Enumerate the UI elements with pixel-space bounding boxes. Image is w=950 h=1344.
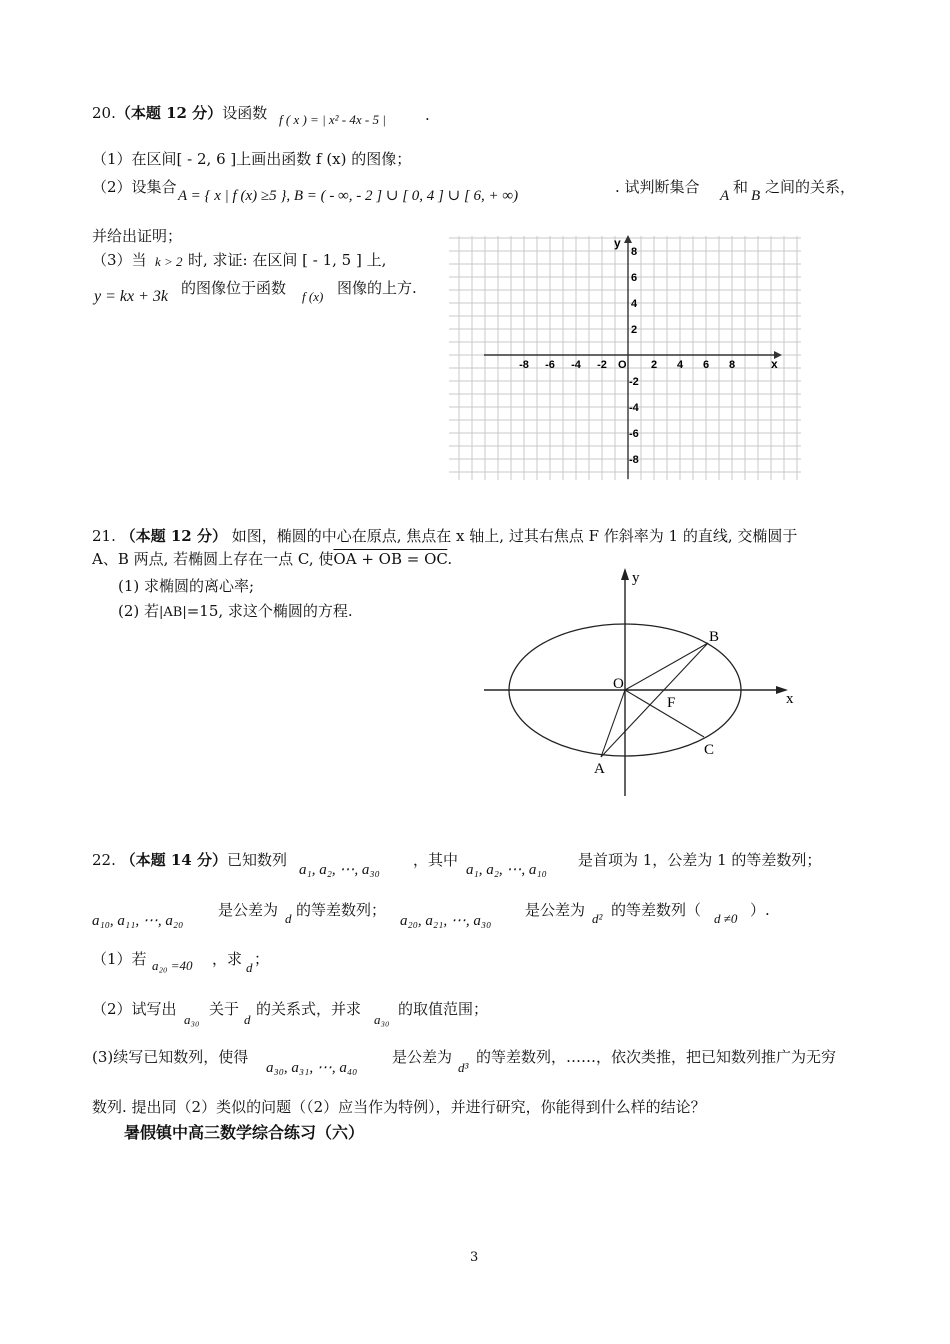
q22-part1b: ，求 (212, 950, 243, 968)
q21-text2b: . (447, 550, 453, 568)
q20-end-dot: . (425, 106, 430, 124)
q22-desc2a: 是公差为 (218, 901, 279, 919)
q20-set-B: B (751, 188, 761, 204)
x-tick-label: -2 (597, 359, 607, 371)
q20-number: 20. (92, 104, 116, 122)
q22-part1c: ； (254, 950, 270, 968)
q22-a20-eq: a₂₀ =40 (152, 958, 193, 973)
q20-part2-c: 之间的关系， (765, 178, 856, 196)
q22-line1a (92, 849, 287, 870)
y-tick-label: 2 (631, 324, 638, 336)
q22-part1a: （1）若 (92, 950, 147, 968)
q20-line-eq: y = kx + 3k (94, 288, 168, 305)
x-axis (484, 351, 782, 359)
q22-seq-4: a₃₀, a₃₁, ⋯, a₄₀ (266, 1060, 358, 1076)
q20-k-cond: k > 2 (155, 254, 183, 269)
q22-part2c: 的关系式，并求 (256, 1000, 362, 1018)
q22-seq-all: a₁, a₂, ⋯, a₃₀ (299, 862, 380, 878)
segment-OC (625, 690, 704, 737)
q22-intro: 已知数列 (226, 851, 287, 869)
ellipse-origin-label: O (613, 676, 624, 692)
segment-OB (625, 643, 708, 690)
point-F-label: F (667, 695, 676, 711)
q22-part3c: 的等差数列，……，依次类推，把已知数列推广为无穷 (476, 1048, 837, 1066)
axis-y-label: y (614, 236, 621, 250)
x-tick-label: 8 (728, 359, 736, 371)
q21-part2a: (2) 若 (118, 602, 160, 620)
q21-text1: 如图，椭圆的中心在原点, 焦点在 x 轴上, 过其右焦点 F 作斜率为 1 的直线, 交椭圆于 (231, 527, 798, 545)
x-tick-label: -8 (519, 359, 529, 371)
q22-part3b: 是公差为 (392, 1048, 453, 1066)
section-title: 暑假镇中高三数学综合练习（六） (124, 1123, 365, 1142)
y-tick-label: -2 (629, 376, 639, 388)
axis-x-label: x (771, 357, 778, 371)
ellipse-figure (478, 564, 808, 800)
q20-set-expr: A = { x | f (x) ≥5 }, B = ( - ∞, - 2 ] ∪ [ 0, 4 ] ∪ [ 6, + ∞) (178, 188, 519, 204)
q22-seq-3: a₂₀, a₂₁, ⋯, a₃₀ (400, 913, 492, 929)
ellipse-y-label: y (632, 570, 640, 586)
q22-d: d (285, 911, 292, 926)
ellipse-x-label: x (786, 691, 794, 707)
q21-part1: (1) 求椭圆的离心率; (118, 577, 255, 595)
q20-part2-b: . 试判断集合 (615, 178, 700, 196)
q22-a30: a₃₀ (184, 1012, 200, 1027)
q22-mid: ，其中 (413, 851, 459, 869)
y-tick-label: -8 (629, 454, 639, 466)
q20-points: （本题 12 分） (115, 104, 223, 122)
q22-seq-1: a₁, a₂, ⋯, a₁₀ (466, 862, 547, 878)
coordinate-grid (448, 233, 802, 483)
q22-d3: d³ (458, 1060, 469, 1075)
q22-part1-d: d (246, 960, 253, 975)
q21-text2a: A、B 两点, 若椭圆上存在一点 C, 使 (92, 550, 334, 568)
y-tick-label: 8 (631, 246, 638, 258)
q21-line1 (92, 525, 797, 546)
q22-part2b: 关于 (209, 1000, 240, 1018)
q22-d2: d² (592, 911, 603, 926)
q21-ab-abs: |AB| (159, 605, 187, 620)
q20-and: 和 (733, 178, 749, 196)
q20-line1 (92, 102, 267, 123)
q22-seq-2: a₁₀, a₁₁, ⋯, a₂₀ (92, 913, 184, 929)
q22-desc3a: 是公差为 (525, 901, 586, 919)
q21-part2 (118, 600, 353, 621)
q22-part3d: 数列. 提出同（2）类似的问题（（2）应当作为特例），并进行研究，你能得到什么样的结论？ (92, 1098, 706, 1116)
q21-vector-equation: OA + OB = OC (333, 550, 448, 568)
q20-function: f ( x ) = | x² - 4x - 5 | (279, 112, 386, 127)
q22-desc2b: 的等差数列； (296, 901, 387, 919)
q22-part2d: 的取值范围； (398, 1000, 489, 1018)
y-tick-label: -6 (629, 428, 639, 440)
x-tick-label: 4 (676, 359, 684, 371)
q21-part2b: =15, 求这个椭圆的方程. (186, 602, 353, 620)
x-tick-label: 2 (650, 359, 658, 371)
q21-number: 21. (92, 527, 116, 545)
q22-part2-d: d (244, 1012, 251, 1027)
origin-label: O (618, 359, 627, 371)
page-number: 3 (470, 1250, 479, 1265)
x-tick-label: -4 (571, 359, 581, 371)
segment-AB (601, 643, 708, 757)
q22-part3a: (3)续写已知数列，使得 (92, 1048, 249, 1066)
q20-part3-b: 时, 求证: 在区间 [ - 1, 5 ] 上, (188, 251, 387, 269)
q22-points: （本题 14 分） (120, 851, 227, 869)
q21-points: （本题 12 分） (120, 527, 227, 545)
q21-line2 (92, 548, 452, 569)
q22-desc1: 是首项为 1，公差为 1 的等差数列； (578, 851, 822, 869)
y-tick-label: 4 (631, 298, 638, 310)
x-tick-label: -6 (545, 359, 555, 371)
q20-intro: 设函数 (222, 104, 268, 122)
q20-part1: （1）在区间[ - 2, 6 ]上画出函数 f (x) 的图像； (92, 150, 412, 168)
q22-d-nonzero: d ≠0 (714, 911, 738, 926)
x-axis (484, 686, 788, 694)
y-tick-label: 6 (631, 272, 638, 284)
y-tick-label: -4 (629, 402, 639, 414)
q20-set-A: A (720, 188, 730, 204)
q22-number: 22. (92, 851, 116, 869)
x-tick-label: 6 (702, 359, 710, 371)
x-tick-labels (519, 359, 735, 371)
q20-part3-d: 图像的上方. (337, 279, 417, 297)
segment-OA (601, 690, 625, 757)
q22-a30-2: a₃₀ (374, 1012, 390, 1027)
y-tick-labels (629, 246, 640, 466)
q20-part3-a: （3）当 (92, 251, 147, 269)
q20-fx: f (x) (302, 289, 324, 304)
q20-part2-a: （2）设集合 (92, 178, 177, 196)
q22-desc3b: 的等差数列（ (611, 901, 702, 919)
point-A-label: A (594, 761, 605, 777)
point-B-label: B (709, 629, 720, 645)
q22-desc3c: ）. (750, 901, 770, 919)
grid-lines (449, 236, 801, 480)
q20-part3-c: 的图像位于函数 (181, 279, 287, 297)
q20-part2-d: 并给出证明； (92, 227, 183, 245)
q22-part2a: （2）试写出 (92, 1000, 177, 1018)
point-C-label: C (704, 742, 715, 758)
